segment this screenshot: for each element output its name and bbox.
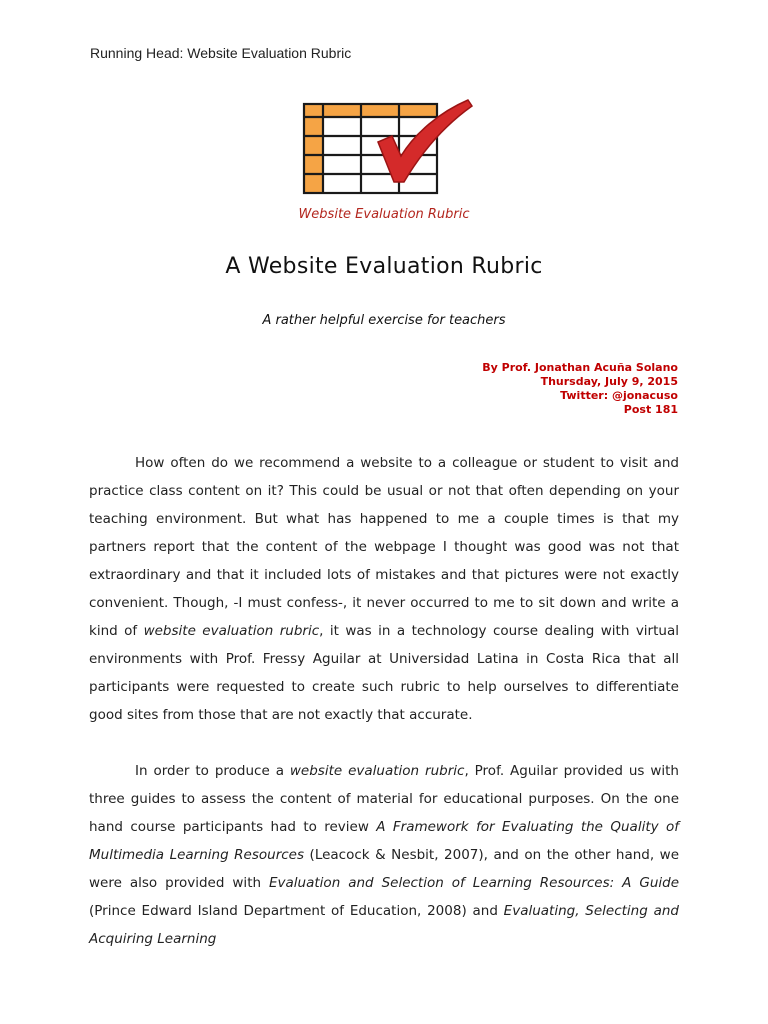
p2-italic-1: website evaluation rubric xyxy=(289,763,465,779)
p2-text-4: (Prince Edward Island Department of Education, 2008) and xyxy=(89,903,504,919)
document-subtitle: A rather helpful exercise for teachers xyxy=(262,313,506,328)
byline-post: Post 181 xyxy=(623,403,678,416)
p2-text-1: In order to produce a xyxy=(135,763,290,779)
p1-text-2: , it was in a technology course dealing with virtual environments with Prof. Fressy Aguilar at Universidad Latina in Costa Rica that all participants were requested to create such rubric to help ourselves to differentiate good sites from those that are not exactly that accurate. xyxy=(89,623,679,723)
byline-date: Thursday, July 9, 2015 xyxy=(540,375,678,388)
byline xyxy=(482,361,678,417)
running-head: Running Head: Website Evaluation Rubric xyxy=(90,45,352,61)
rubric-checkmark-logo xyxy=(300,98,480,200)
document-title: A Website Evaluation Rubric xyxy=(225,254,543,279)
logo-caption: Website Evaluation Rubric xyxy=(298,207,470,222)
p1-italic-1: website evaluation rubric xyxy=(143,623,320,639)
byline-twitter[interactable]: Twitter: @jonacuso xyxy=(560,389,678,402)
p2-text-3: (Leacock & Nesbit, 2007), and on the other hand, we were also provided with xyxy=(89,847,679,891)
paragraph-2 xyxy=(89,757,679,953)
p2-italic-3: Evaluation and Selection of Learning Resources: A Guide xyxy=(269,875,680,891)
p1-text-1: How often do we recommend a website to a colleague or student to visit and practice class content on it? This could be usual or not that often depending on your teaching environment. But what has happened to me a couple times is that my partners report that the content of the webpage I thought was good was not that extraordinary and that it included lots of mistakes and that pictures were not exactly convenient. Though, -I must confess-, it never occurred to me to sit down and write a kind of xyxy=(89,455,679,639)
p2-italic-2: A Framework for Evaluating the Quality of Multimedia Learning Resources xyxy=(89,819,679,863)
p2-text-2: , Prof. Aguilar provided us with three guides to assess the content of material for educational purposes. On the one hand course participants had to review xyxy=(89,763,679,835)
paragraph-1 xyxy=(89,449,679,729)
byline-author: By Prof. Jonathan Acuña Solano xyxy=(482,361,678,374)
p2-italic-4: Evaluating, Selecting and Acquiring Learning xyxy=(89,903,679,947)
